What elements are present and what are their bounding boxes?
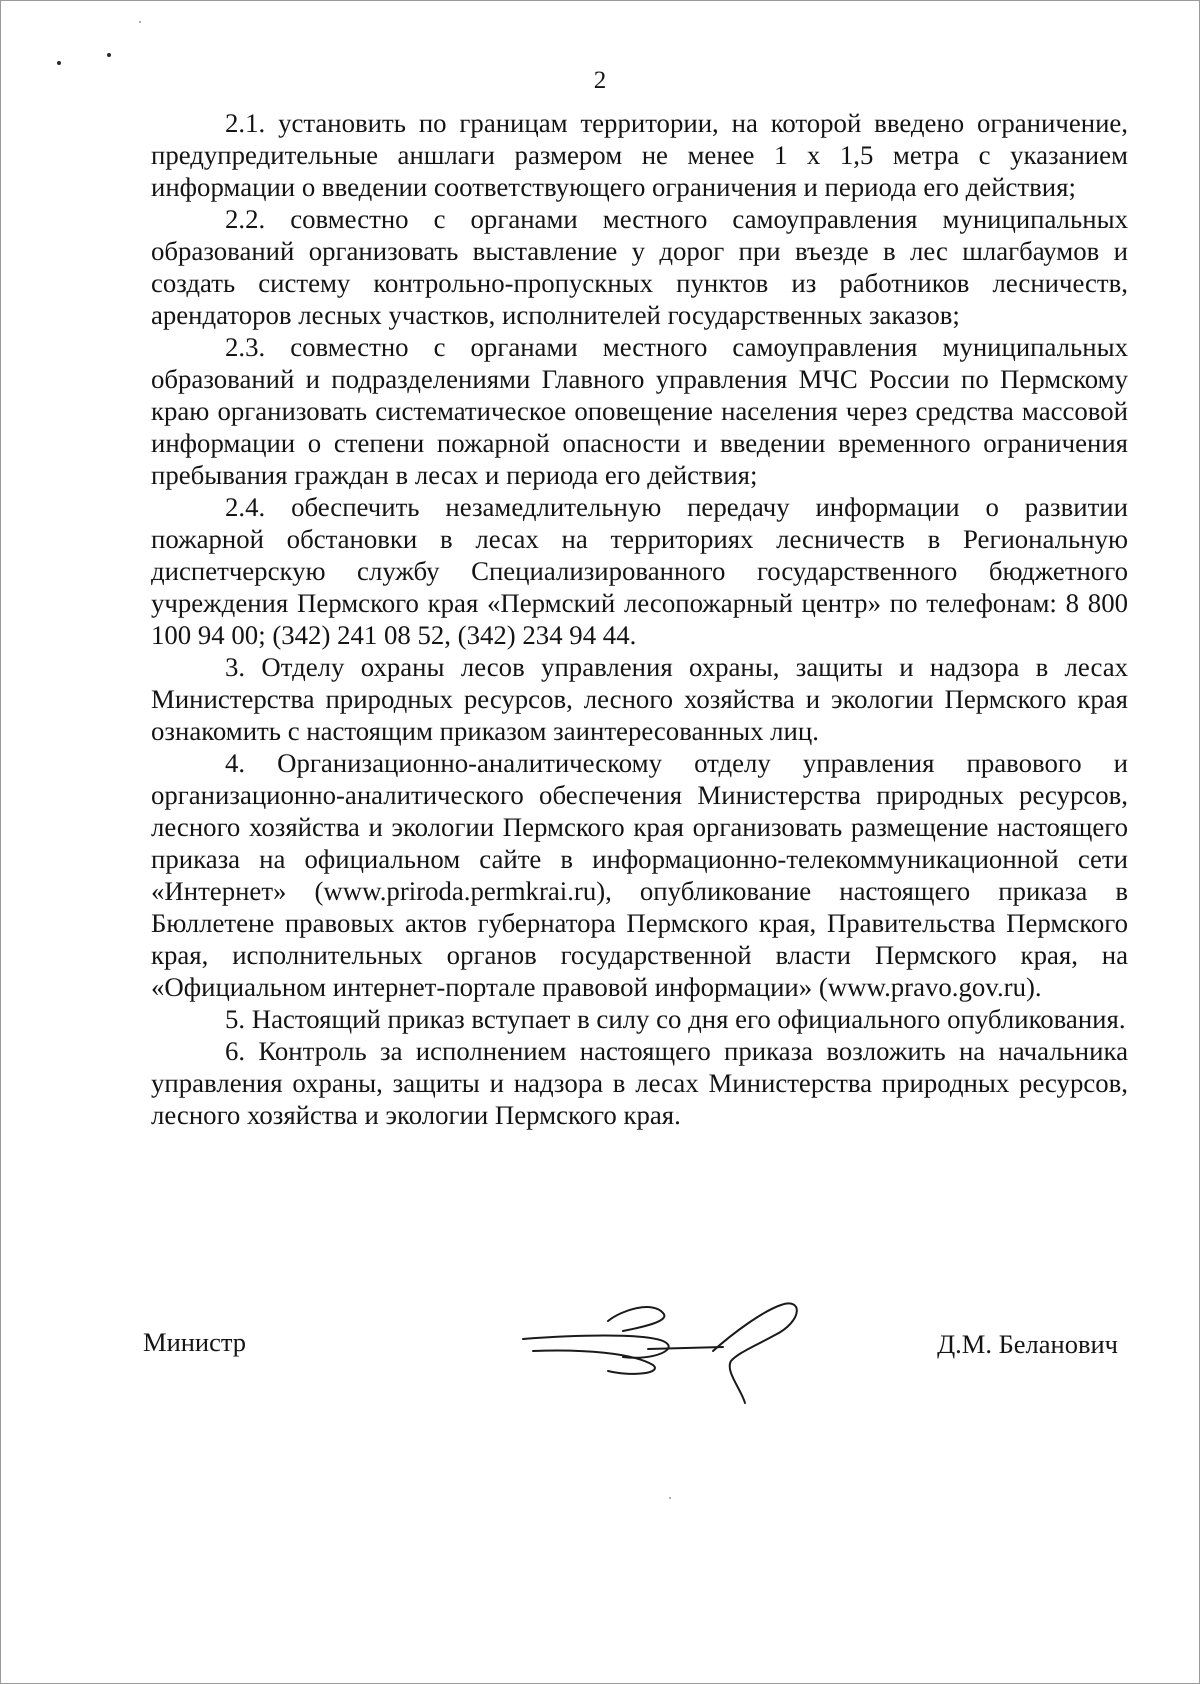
clause-5: 5. Настоящий приказ вступает в силу со дня его официального опубликования. bbox=[225, 1004, 1126, 1034]
signatory-title: Министр bbox=[143, 1327, 247, 1357]
clause-2-3: 2.3. совместно с органами местного самоуправления муниципальных образований и подразделениями Главного управления МЧС России по Пермскому краю организовать систематическое оповещение населения через средства массовой информации о степени пожарной опасности и введении временного ограничения пребывания граждан в лесах и периода его действия; bbox=[151, 332, 1128, 490]
clause-3: 3. Отделу охраны лесов управления охраны, защиты и надзора в лесах Министерства природных ресурсов, лесного хозяйства и экологии Пермского края ознакомить с настоящим приказом заинтересованных лиц. bbox=[151, 652, 1128, 746]
signatory-name: Д.М. Беланович bbox=[937, 1329, 1118, 1359]
scan-speck bbox=[107, 53, 111, 57]
scan-speck bbox=[669, 1497, 671, 1499]
clause-2-1: 2.1. установить по границам территории, на которой введено ограничение, предупредительные аншлаги размером не менее 1 х 1,5 метра с указанием информации о введении соответствующего ограничения и периода его действия; bbox=[151, 108, 1128, 202]
page-number: 2 bbox=[593, 67, 607, 94]
clause-2-4: 2.4. обеспечить незамедлительную передачу информации о развитии пожарной обстановки в лесах на территориях лесничеств в Региональную диспетчерскую службу Специализированного государственного бюджетного учреждения Пермского края «Пермский лесопожарный центр» по телефонам: 8 800 100 94 00; (342) 241 08 52, (342) 234 94 44. bbox=[151, 492, 1128, 650]
clause-2-2: 2.2. совместно с органами местного самоуправления муниципальных образований организовать выставление у дорог при въезде в лес шлагбаумов и создать систему контрольно-пропускных пунктов из работников лесничеств, арендаторов лесных участков, исполнителей государственных заказов; bbox=[151, 204, 1128, 330]
signature-block bbox=[143, 1291, 1118, 1411]
document-body bbox=[151, 107, 1128, 1131]
scan-speck bbox=[139, 21, 141, 23]
clause-6: 6. Контроль за исполнением настоящего приказа возложить на начальника управления охраны, защиты и надзора в лесах Министерства природных ресурсов, лесного хозяйства и экологии Пермского края. bbox=[151, 1036, 1128, 1130]
scan-speck bbox=[57, 61, 61, 65]
clause-4: 4. Организационно-аналитическому отделу управления правового и организационно-аналитического обеспечения Министерства природных ресурсов, лесного хозяйства и экологии Пермского края организовать размещение настоящего приказа на официальном сайте в информационно-телекоммуникационной сети «Интернет» (www.priroda.permkrai.ru), опубликование настоящего приказа в Бюллетене правовых актов губернатора Пермского края, Правительства Пермского края, исполнительных органов государственной власти Пермского края, на «Официальном интернет-портале правовой информации» (www.pravo.gov.ru). bbox=[151, 748, 1128, 1002]
handwritten-signature bbox=[513, 1291, 813, 1406]
